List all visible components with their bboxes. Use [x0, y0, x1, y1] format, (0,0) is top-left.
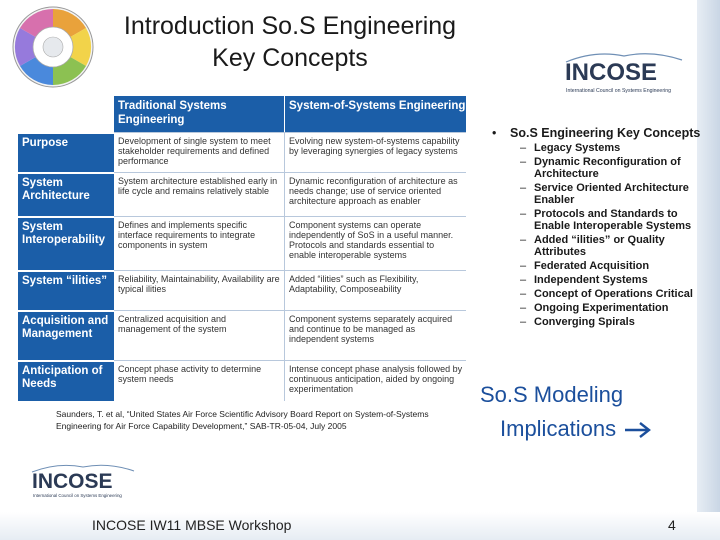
lifecycle-wheel-graphic [4, 4, 102, 90]
sub-bullet-list [492, 142, 712, 328]
title-line-2: Key Concepts [212, 44, 368, 72]
dash-icon: – [520, 208, 527, 220]
table-header-traditional: Traditional Systems Engineering [114, 96, 284, 132]
row-label-ilities: System “ilities” [18, 270, 114, 310]
table-header-sos: System-of-Systems Engineering [284, 96, 466, 132]
svg-text:INCOSE: INCOSE [565, 59, 658, 86]
row-ilities-traditional: Reliability, Maintainability, Availability are typical ilities [114, 270, 284, 310]
list-item: – Service Oriented Architecture Enabler [520, 182, 689, 206]
list-item: – Protocols and Standards to Enable Interoperable Systems [520, 208, 692, 232]
dash-icon: – [520, 288, 527, 300]
row-architecture-traditional: System architecture established early in life cycle and remains relatively stable [114, 172, 284, 216]
main-bullet-text: So.S Engineering Key Concepts [510, 126, 701, 140]
incose-logo-bottom [28, 462, 138, 500]
row-ilities-sos: Added “ilities” such as Flexibility, Adaptability, Composeability [284, 270, 466, 310]
svg-text:International Council on Syste: International Council on Systems Engineering [566, 88, 671, 94]
list-item: – Dynamic Reconfiguration of Architecture [520, 156, 681, 180]
list-item: – Concept of Operations Critical [520, 288, 693, 300]
bullet-dot-icon: • [492, 126, 497, 140]
dash-icon: – [520, 182, 527, 194]
dash-icon: – [520, 156, 527, 168]
right-arrow-icon [622, 421, 652, 439]
row-anticipation-sos: Intense concept phase analysis followed by continuous anticipation, aided by ongoing experimentation [284, 360, 466, 401]
list-item: – Legacy Systems [520, 142, 621, 154]
implications-line-2: Implications [500, 412, 690, 446]
row-label-purpose: Purpose [18, 132, 114, 172]
row-label-acquisition: Acquisition and Management [18, 310, 114, 360]
row-acquisition-traditional: Centralized acquisition and management of the system [114, 310, 284, 360]
slide-title [90, 10, 490, 74]
dash-icon: – [520, 316, 527, 328]
row-label-interoperability: System Interoperability [18, 216, 114, 270]
dash-icon: – [520, 142, 527, 154]
svg-text:INCOSE: INCOSE [32, 470, 113, 493]
row-interoperability-sos: Component systems can operate independently of SoS in a useful manner. Protocols and standards essential to enable interoperable systems [284, 216, 466, 270]
key-concepts-list [492, 126, 712, 330]
row-label-anticipation: Anticipation of Needs [18, 360, 114, 401]
title-line-1: Introduction So.S Engineering [123, 12, 457, 40]
footer-text: INCOSE IW11 MBSE Workshop [92, 517, 292, 533]
dash-icon: – [520, 234, 527, 246]
svg-text:International Council on Syste: International Council on Systems Engineering [33, 493, 122, 498]
row-interoperability-traditional: Defines and implements specific interface requirements to integrate components in system [114, 216, 284, 270]
list-item: – Added “ilities” or Quality Attributes [520, 234, 665, 258]
dash-icon: – [520, 302, 527, 314]
main-bullet [492, 126, 712, 140]
row-anticipation-traditional: Concept phase activity to determine system needs [114, 360, 284, 401]
page-number: 4 [668, 517, 676, 533]
row-acquisition-sos: Component systems separately acquired and continue to be managed as independent systems [284, 310, 466, 360]
row-label-architecture: System Architecture [18, 172, 114, 216]
dash-icon: – [520, 274, 527, 286]
implications-heading [480, 378, 690, 446]
row-purpose-traditional: Development of single system to meet stakeholder requirements and defined performance [114, 132, 284, 172]
incose-logo-top [560, 48, 690, 96]
row-architecture-sos: Dynamic reconfiguration of architecture as needs change; use of service oriented architecture approach as enabler [284, 172, 466, 216]
list-item: – Converging Spirals [520, 316, 635, 328]
implications-line-1: So.S Modeling [480, 382, 624, 407]
row-purpose-sos: Evolving new system-of-systems capability by leveraging synergies of legacy systems [284, 132, 466, 172]
list-item: – Ongoing Experimentation [520, 302, 669, 314]
list-item: – Independent Systems [520, 274, 648, 286]
list-item: – Federated Acquisition [520, 260, 650, 272]
comparison-table [18, 96, 466, 401]
dash-icon: – [520, 260, 527, 272]
citation-text: Saunders, T. et al, “United States Air Force Scientific Advisory Board Report on System-of-Systems Engineering for Air Force Capability Development,” SAB-TR-05-04, July 2005 [56, 409, 429, 431]
